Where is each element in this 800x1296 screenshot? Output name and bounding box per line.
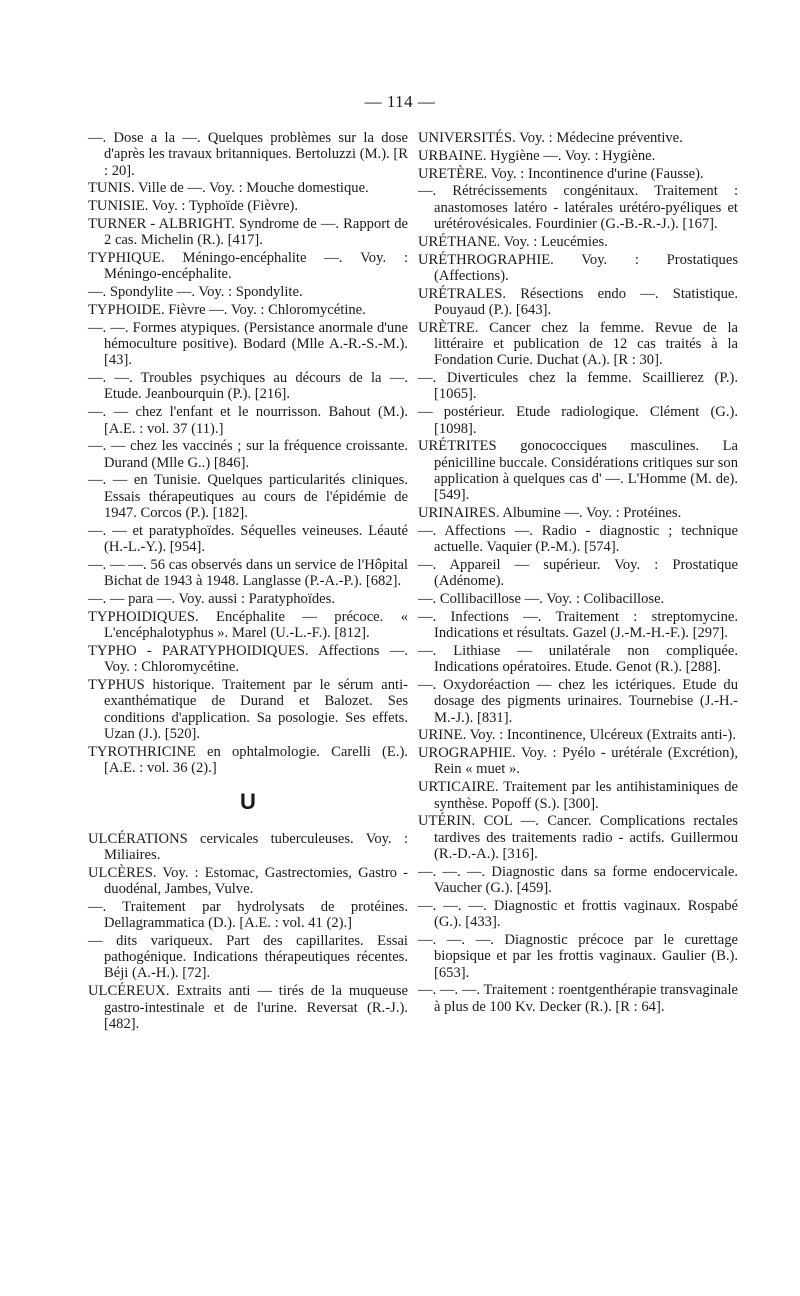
index-entry: ULCÉRATIONS cervicales tuberculeuses. Voy. : Miliaires. [88, 830, 408, 863]
index-entry: UNIVERSITÉS. Voy. : Médecine préventive. [418, 130, 683, 146]
index-entry: —. — para —. Voy. aussi : Paratyphoïdes. [88, 591, 335, 608]
left-column [88, 130, 408, 1034]
index-entry: — postérieur. Etude radiologique. Clément (G.). [1098]. [418, 404, 738, 437]
page-number: — 114 — [364, 92, 436, 111]
index-entry: URINAIRES. Albumine —. Voy. : Protéines. [418, 505, 682, 522]
left-column-bottom-entries [88, 831, 408, 1033]
index-entry: —. Collibacillose —. Voy. : Colibacillose. [418, 591, 665, 608]
left-column-top-entries [88, 130, 408, 776]
index-entry: URÉTHANE. Voy. : Leucémies. [418, 233, 608, 250]
index-entry: URÉTRALES. Résections endo —. Statistique. Pouyaud (P.). [643]. [418, 285, 738, 318]
index-entry: URINE. Voy. : Incontinence, Ulcéreux (Extraits anti-). [418, 727, 736, 744]
index-entry: —. — chez l'enfant et le nourrisson. Bahout (M.). [A.E. : vol. 37 (11).] [88, 404, 408, 437]
index-entry: TYPHOIDE. Fièvre —. Voy. : Chloromycétine. [88, 301, 366, 318]
index-entry: — dits variqueux. Part des capillarites. Essai pathogénique. Indications thérapeutiques récentes. Béji (A.-H.). [72]. [88, 932, 408, 982]
index-entry: URETÈRE. Voy. : Incontinence d'urine (Fausse). [418, 165, 704, 182]
index-entry: TUNISIE. Voy. : Typhoïde (Fièvre). [88, 198, 299, 215]
index-entry: —. Dose a la —. Quelques problèmes sur la dose d'après les travaux britanniques. Bertoluzzi (M.). [R : 20]. [88, 130, 408, 179]
index-entry: —. — en Tunisie. Quelques particularités cliniques. Essais thérapeutiques au cours de l'épidémie de 1947. Corcos (P.). [182]. [88, 472, 408, 522]
index-entry: —. —. Troubles psychiques au décours de la —. Etude. Jeanbourquin (P.). [216]. [88, 370, 408, 403]
index-entry: TYPHUS historique. Traitement par le sérum anti-exanthématique de Durand et Balozet. Ses conditions d'application. Sa posologie. Ses effets. Uzan (J.). [520]. [88, 677, 408, 742]
index-entry: —. — chez les vaccinés ; sur la fréquence croissante. Durand (Mlle G..) [846]. [88, 438, 408, 471]
index-entry: URÈTRE. Cancer chez la femme. Revue de la littéraire et publication de 12 cas traités à la Fondation Curie. Duchat (A.). [R : 30]. [418, 319, 738, 369]
index-entry: ULCÈRES. Voy. : Estomac, Gastrectomies, Gastro - duodénal, Jambes, Vulve. [88, 864, 408, 897]
index-entry: —. Appareil — supérieur. Voy. : Prostatique (Adénome). [418, 556, 738, 590]
index-entry: —. — et paratyphoïdes. Séquelles veineuses. Léauté (H.-L.-Y.). [954]. [88, 522, 408, 556]
index-entry: URBAINE. Hygiène —. Voy. : Hygiène. [418, 147, 656, 164]
index-entry: TUNIS. Ville de —. Voy. : Mouche domestique. [88, 180, 369, 197]
section-letter: U [240, 789, 256, 815]
index-entry: TYPHIQUE. Méningo-encéphalite —. Voy. : Méningo-encéphalite. [88, 250, 408, 283]
index-entry: —. —. —. Diagnostic et frottis vaginaux. Rospabé (G.). [433]. [418, 897, 738, 931]
index-entry: —. —. Formes atypiques. (Persistance anormale d'une hémoculture positive). Bodard (Mlle A.-R.-S.-M.). [43]. [88, 319, 408, 369]
index-entry: —. —. —. Diagnostic dans sa forme endocervicale. Vaucher (G.). [459]. [418, 863, 738, 897]
index-entry: —. —. —. Diagnostic précoce par le curettage biopsique et par les frottis vaginaux. Gaulier (B.). [653]. [418, 931, 738, 981]
index-entry: UTÉRIN. COL —. Cancer. Complications rectales tardives des traitements radio - actifs. Guillermou (R.-D.-A.). [316]. [418, 813, 738, 862]
index-entry: —. Affections —. Radio - diagnostic ; technique actuelle. Vaquier (P.-M.). [574]. [418, 522, 738, 556]
index-entry: —. Oxydoréaction — chez les ictériques. Etude du dosage des pigments urinaires. Tournebise (J.-H.-M.-J.). [831]. [418, 677, 738, 726]
index-entry: —. Traitement par hydrolysats de protéines. Dellagrammatica (D.). [A.E. : vol. 41 (2).] [88, 898, 408, 932]
index-entry: TURNER - ALBRIGHT. Syndrome de —. Rapport de 2 cas. Michelin (R.). [417]. [88, 215, 408, 249]
index-entry: —. —. —. Traitement : roentgenthérapie transvaginale à plus de 100 Kv. Decker (R.). [R : 64]. [418, 982, 738, 1015]
index-entry: TYPHOIDIQUES. Encéphalite — précoce. « L'encéphalotyphus ». Marel (U.-L.-F.). [812]. [88, 608, 408, 642]
index-entry: URTICAIRE. Traitement par les antihistaminiques de synthèse. Popoff (S.). [300]. [418, 779, 738, 812]
index-entry: UROGRAPHIE. Voy. : Pyélo - urétérale (Excrétion), Rein « muet ». [418, 745, 738, 778]
index-entry: —. Infections —. Traitement : streptomycine. Indications et résultats. Gazel (J.-M.-H.-F.). [297]. [418, 608, 738, 642]
right-column-entries [418, 130, 738, 1015]
index-entry: URÉTHROGRAPHIE. Voy. : Prostatiques (Affections). [418, 251, 738, 284]
index-entry: —. Rétrécissements congénitaux. Traitement : anastomoses latéro - latérales urétéro-pyéliques et urétérovésicales. Fourdinier (G.-B.-R.-J.). [167]. [418, 183, 738, 232]
right-column [418, 130, 738, 1016]
index-entry: TYPHO - PARATYPHOIDIQUES. Affections —. Voy. : Chloromycétine. [88, 642, 408, 676]
index-entry: —. Spondylite —. Voy. : Spondylite. [88, 284, 303, 301]
index-entry: TYROTHRICINE en ophtalmologie. Carelli (E.). [A.E. : vol. 36 (2).] [88, 743, 408, 776]
index-entry: URÉTRITES gonococciques masculines. La pénicilline buccale. Considérations critiques sur son application à quelques cas d' —. L'Homme (M. de). [549]. [418, 438, 738, 504]
index-entry: —. Lithiase — unilatérale non compliquée. Indications opératoires. Etude. Genot (R.). [288]. [418, 642, 738, 676]
index-entry: ULCÉREUX. Extraits anti — tirés de la muqueuse gastro-intestinale et de l'urine. Reversat (R.-J.). [482]. [88, 983, 408, 1032]
index-entry: —. — —. 56 cas observés dans un service de l'Hôpital Bichat de 1943 à 1948. Langlasse (P.-A.-P.). [682]. [88, 556, 408, 590]
index-entry: —. Diverticules chez la femme. Scaillierez (P.). [1065]. [418, 370, 738, 403]
